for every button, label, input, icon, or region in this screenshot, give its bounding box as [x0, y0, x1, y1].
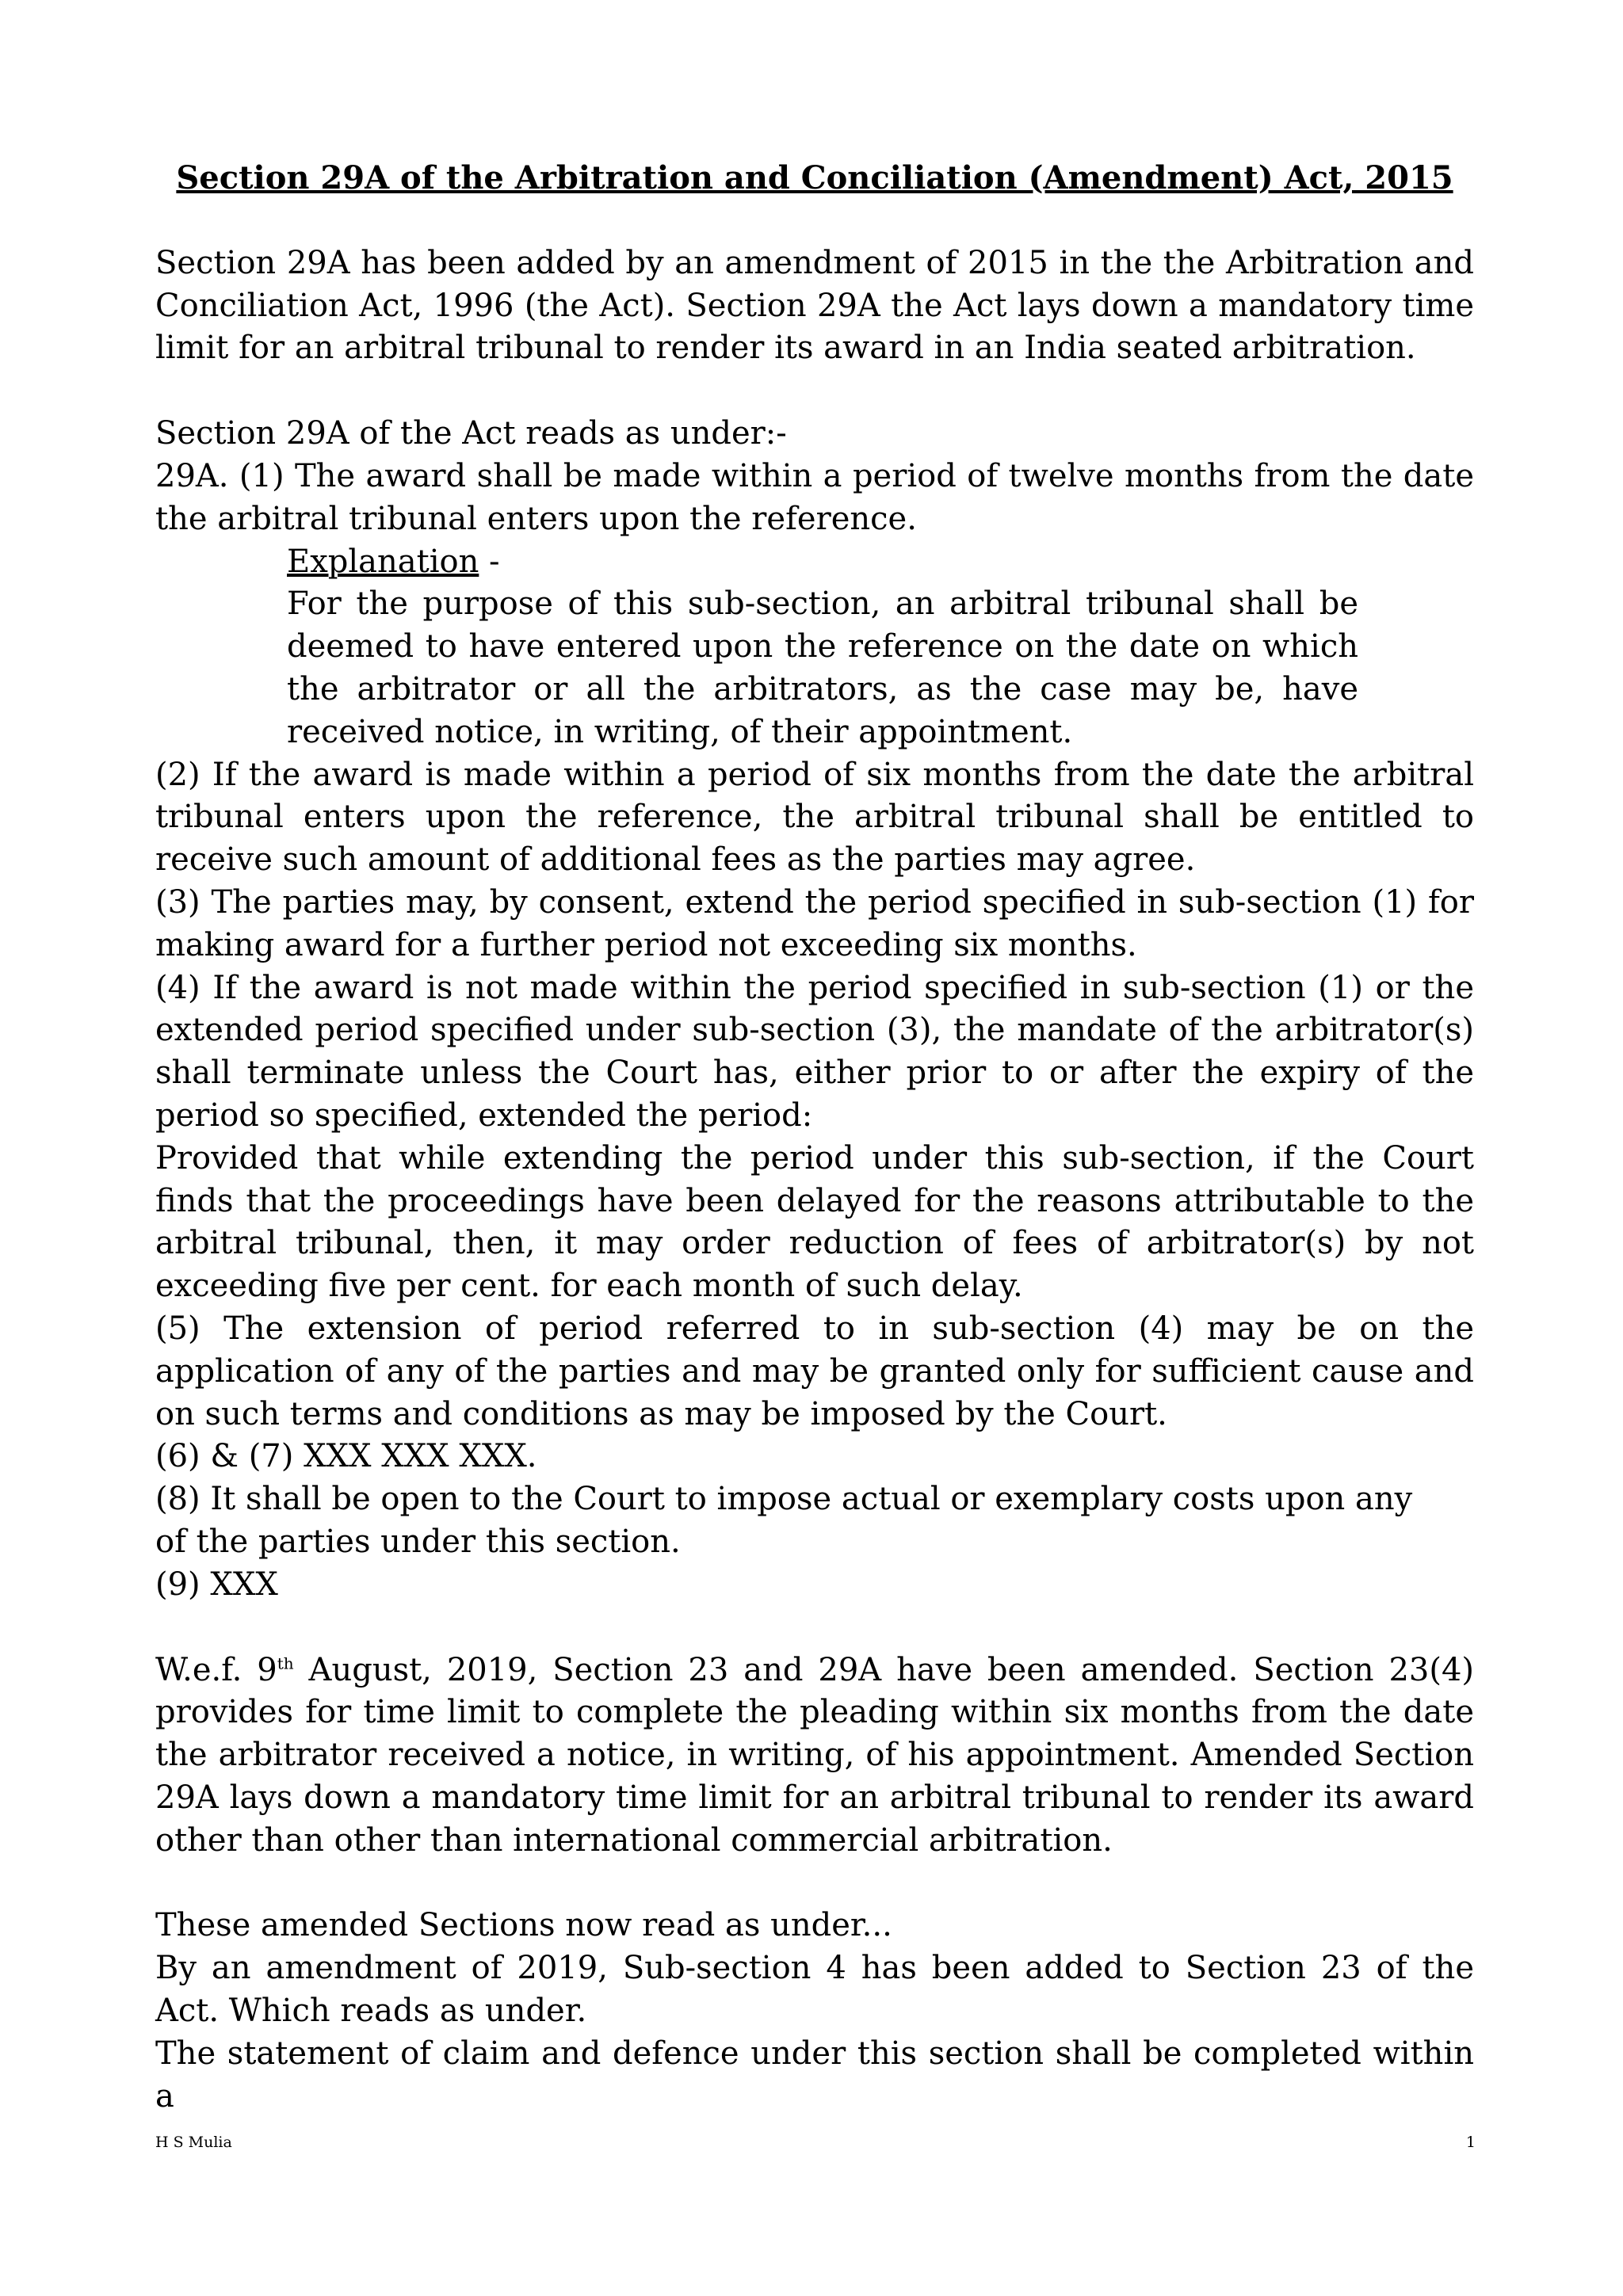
explanation-block: [287, 541, 1358, 754]
subsection-5: (5) The extension of period referred to in sub-section (4) may be on the application of any of the parties and may be granted only for sufficient cause and on such terms and conditions as may be imposed by the Court.: [155, 1310, 1474, 1432]
subsection-4: (4) If the award is not made within the period specified in sub-section (1) or the extended period specified under sub-section (3), the mandate of the arbitrator(s) shall terminate unless the Court has, either prior to or after the expiry of the period so specified, extended the period:: [155, 969, 1474, 1134]
document-body: [155, 157, 1474, 2118]
explanation-heading: [287, 541, 1358, 584]
footer-author: H S Mulia: [155, 2134, 232, 2151]
intro-paragraph: Section 29A has been added by an amendment of 2015 in the the Arbitration and Conciliation Act, 1996 (the Act). Section 29A the Act lays down a mandatory time limit for an arbitral tribunal to render its award in an India seated arbitration.: [155, 244, 1474, 367]
wef-rest: August, 2019, Section 23 and 29A have been amended. Section 23(4) provides for time limit to complete the pleading within six months from the date the arbitrator received a notice, in writing, of his appointment. Amended Section 29A lays down a mandatory time limit for an arbitral tribunal to render its award other than other than international commercial arbitration.: [155, 1651, 1474, 1859]
wef-paragraph: [155, 1650, 1474, 1863]
subsection-1: 29A. (1) The award shall be made within a period of twelve months from the date the arbitral tribunal enters upon the reference.: [155, 457, 1474, 537]
subsection-6-7: (6) & (7) XXX XXX XXX.: [155, 1438, 537, 1475]
wef-superscript: th: [277, 1653, 294, 1673]
claim-defence-line: The statement of claim and defence under this section shall be completed within a: [155, 2035, 1474, 2115]
explanation-dash: -: [479, 543, 500, 580]
amendment-2019-paragraph: By an amendment of 2019, Sub-section 4 has been added to Section 23 of the Act. Which reads as under.: [155, 1950, 1474, 2030]
document-title: Section 29A of the Arbitration and Conciliation (Amendment) Act, 2015: [176, 159, 1453, 196]
reads-as-line: Section 29A of the Act reads as under:-: [155, 415, 787, 452]
subsection-8-line-1: (8) It shall be open to the Court to impose actual or exemplary costs upon any: [155, 1481, 1413, 1518]
subsection-2: (2) If the award is made within a period of six months from the date the arbitral tribunal enters upon the reference, the arbitral tribunal shall be entitled to receive such amount of additional fees as the parties may agree.: [155, 756, 1474, 879]
amended-sections-line: These amended Sections now read as under...: [155, 1907, 892, 1944]
wef-prefix: W.e.f. 9: [155, 1651, 277, 1688]
explanation-text: For the purpose of this sub-section, an arbitral tribunal shall be deemed to have entered upon the reference on the date on which the arbitrator or all the arbitrators, as the case may be, have received notice, in writing, of their appointment.: [287, 585, 1358, 750]
subsection-9: (9) XXX: [155, 1566, 278, 1603]
proviso-paragraph: Provided that while extending the period under this sub-section, if the Court finds that the proceedings have been delayed for the reasons attributable to the arbitral tribunal, then, it may order reduction of fees of arbitrator(s) by not exceeding five per cent. for each month of such delay.: [155, 1139, 1474, 1305]
subsection-8-line-2: of the parties under this section.: [155, 1523, 681, 1560]
subsection-3: (3) The parties may, by consent, extend the period specified in sub-section (1) for making award for a further period not exceeding six months.: [155, 883, 1474, 963]
explanation-label: Explanation: [287, 543, 479, 580]
footer-page-number: 1: [1465, 2134, 1476, 2151]
